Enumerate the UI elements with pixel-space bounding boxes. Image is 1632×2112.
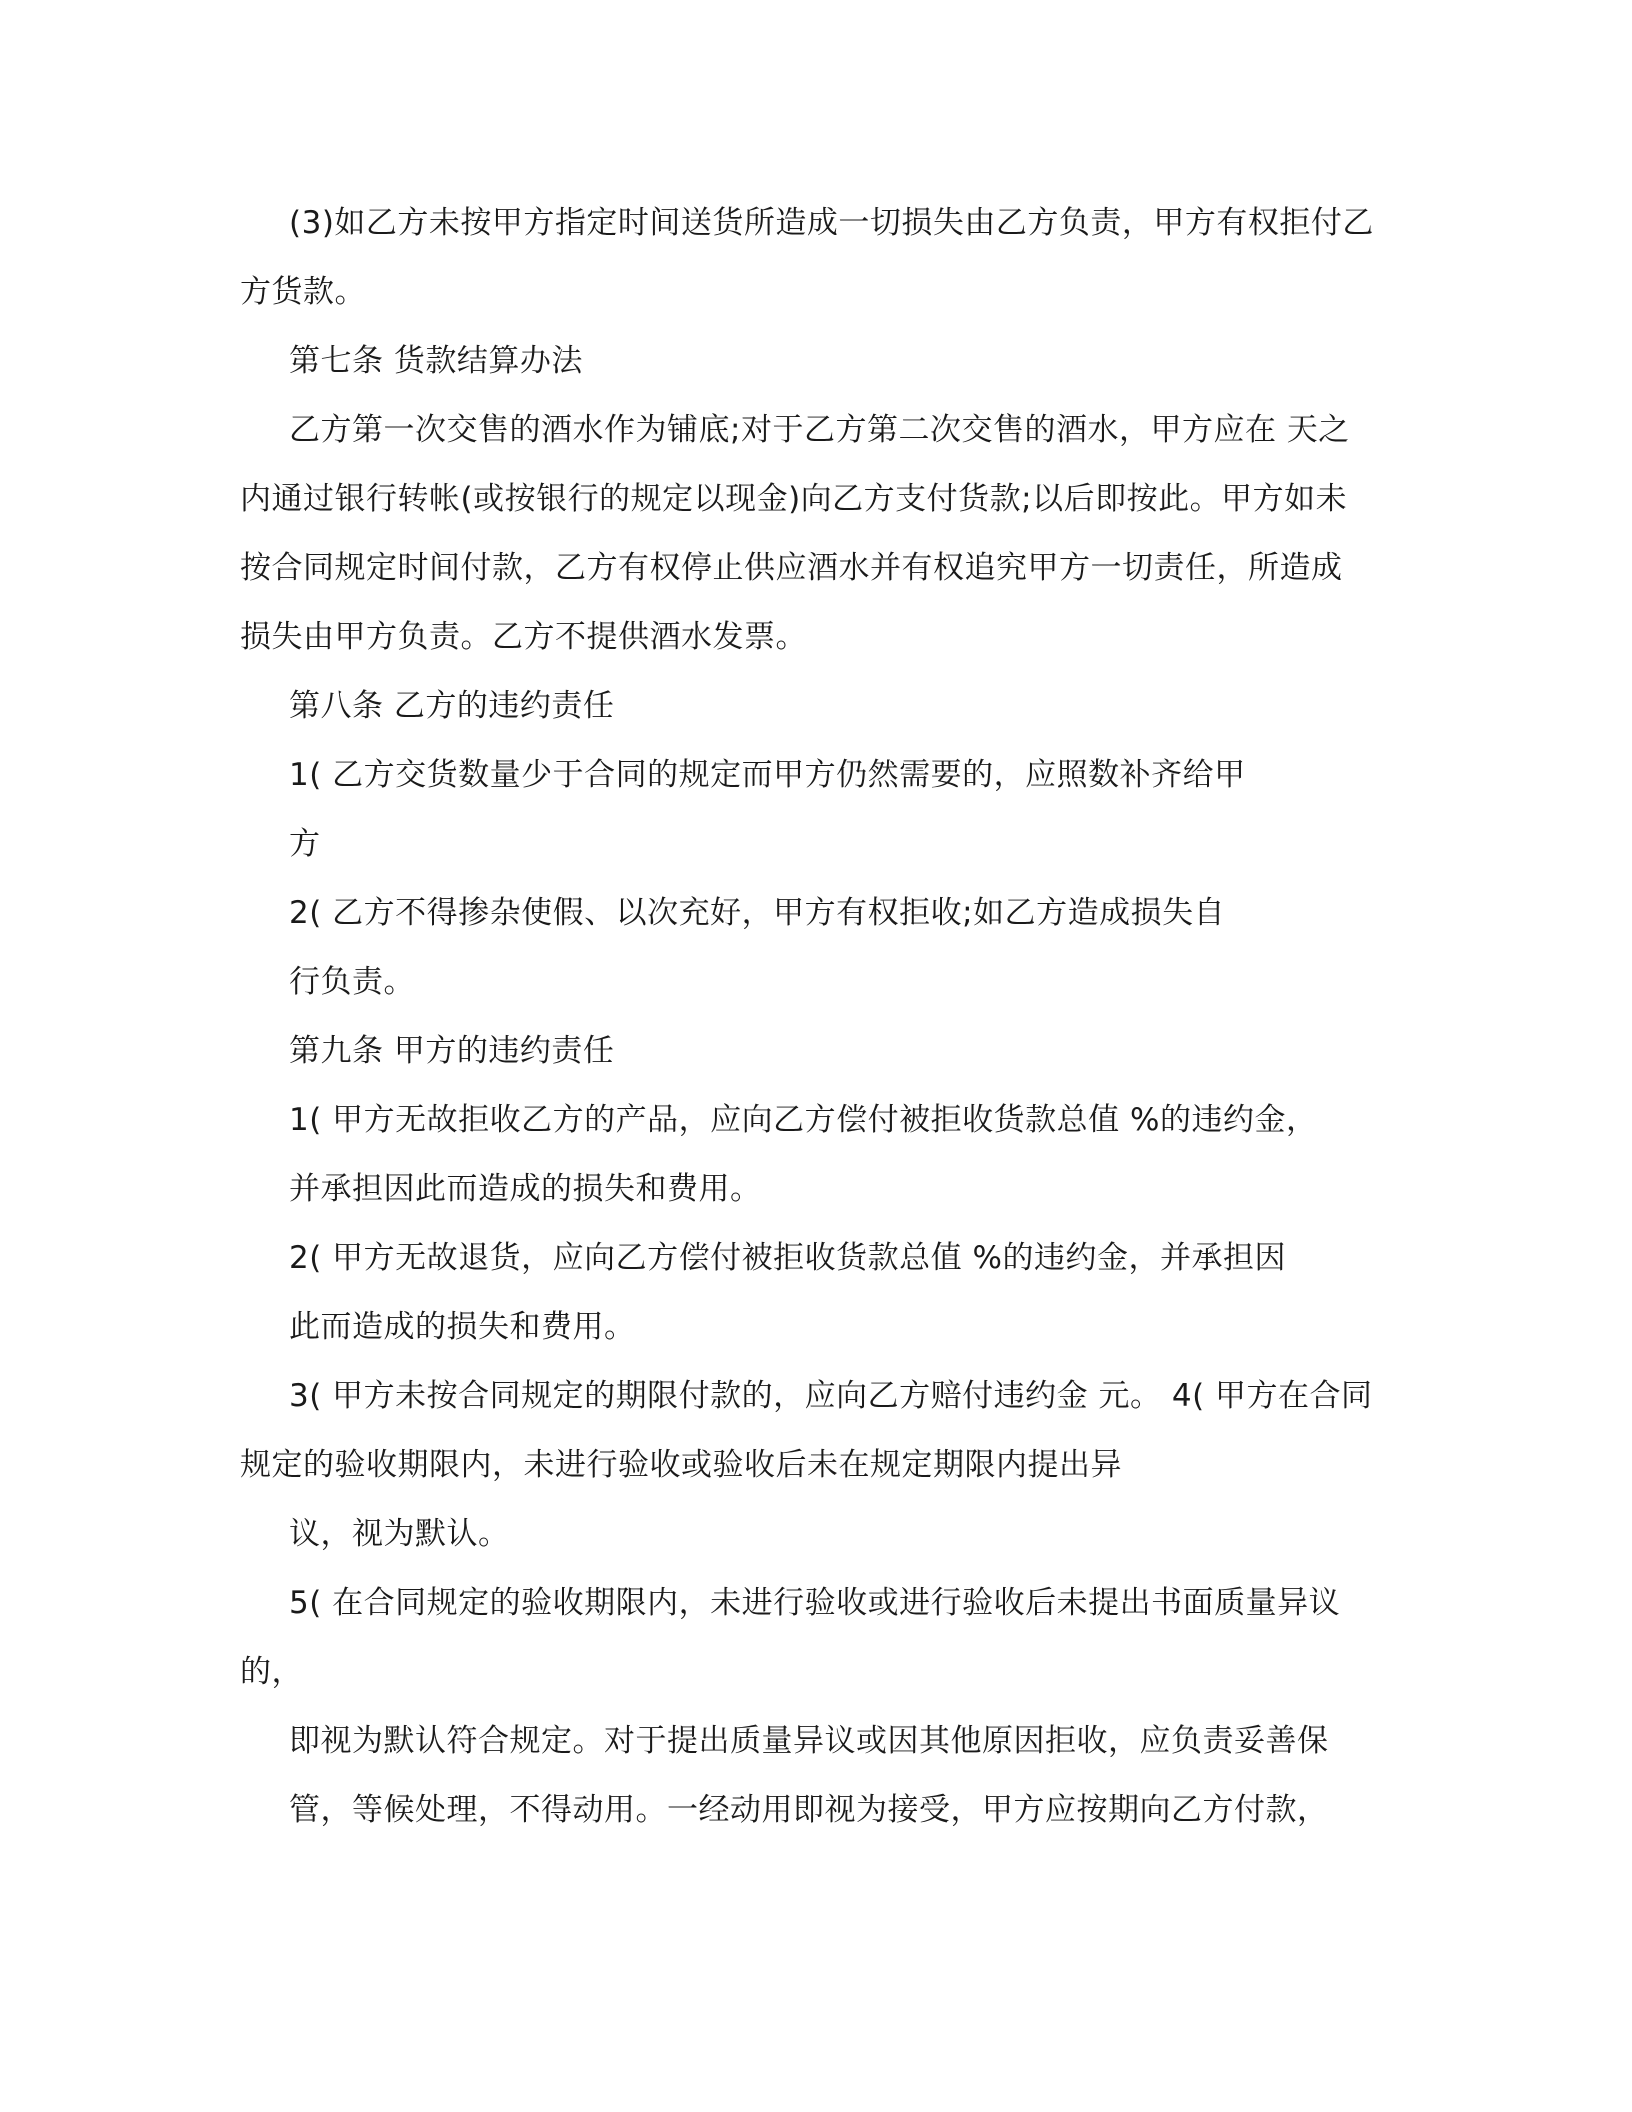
text-line: 2( 甲方无故退货，应向乙方偿付被拒收货款总值 %的违约金，并承担因 <box>289 1240 1286 1276</box>
section-heading: 第九条 甲方的违约责任 <box>289 1033 615 1069</box>
text-line: 内通过银行转帐(或按银行的规定以现金)向乙方支付货款;以后即按此。甲方如未 <box>240 481 1348 517</box>
text-line: 2( 乙方不得掺杂使假、以次充好，甲方有权拒收;如乙方造成损失自 <box>289 895 1226 931</box>
text-line: 此而造成的损失和费用。 <box>289 1309 636 1345</box>
section-heading: 第八条 乙方的违约责任 <box>289 688 615 724</box>
section-heading: 第七条 货款结算办法 <box>289 343 583 379</box>
text-line: 即视为默认符合规定。对于提出质量异议或因其他原因拒收，应负责妥善保 <box>289 1723 1329 1759</box>
text-line: 管，等候处理，不得动用。一经动用即视为接受，甲方应按期向乙方付款， <box>289 1792 1329 1828</box>
text-line: 方 <box>289 826 321 862</box>
text-line: 议，视为默认。 <box>289 1516 510 1552</box>
text-line: 1( 乙方交货数量少于合同的规定而甲方仍然需要的，应照数补齐给甲 <box>289 757 1246 793</box>
text-line: 方货款。 <box>240 274 366 310</box>
text-line: 的， <box>240 1654 303 1690</box>
text-line: (3)如乙方未按甲方指定时间送货所造成一切损失由乙方负责，甲方有权拒付乙 <box>289 205 1374 241</box>
text-line: 按合同规定时间付款，乙方有权停止供应酒水并有权追究甲方一切责任，所造成 <box>240 550 1343 586</box>
text-line: 1( 甲方无故拒收乙方的产品，应向乙方偿付被拒收货款总值 %的违约金， <box>289 1102 1318 1138</box>
text-line: 行负责。 <box>289 964 415 1000</box>
text-line: 规定的验收期限内，未进行验收或验收后未在规定期限内提出异 <box>240 1447 1122 1483</box>
text-line: 5( 在合同规定的验收期限内，未进行验收或进行验收后未提出书面质量异议 <box>289 1585 1341 1621</box>
text-line: 损失由甲方负责。乙方不提供酒水发票。 <box>240 619 807 655</box>
text-line: 乙方第一次交售的酒水作为铺底;对于乙方第二次交售的酒水，甲方应在 天之 <box>289 412 1350 448</box>
text-line: 3( 甲方未按合同规定的期限付款的，应向乙方赔付违约金 元。 4( 甲方在合同 <box>289 1378 1373 1414</box>
text-line: 并承担因此而造成的损失和费用。 <box>289 1171 762 1207</box>
